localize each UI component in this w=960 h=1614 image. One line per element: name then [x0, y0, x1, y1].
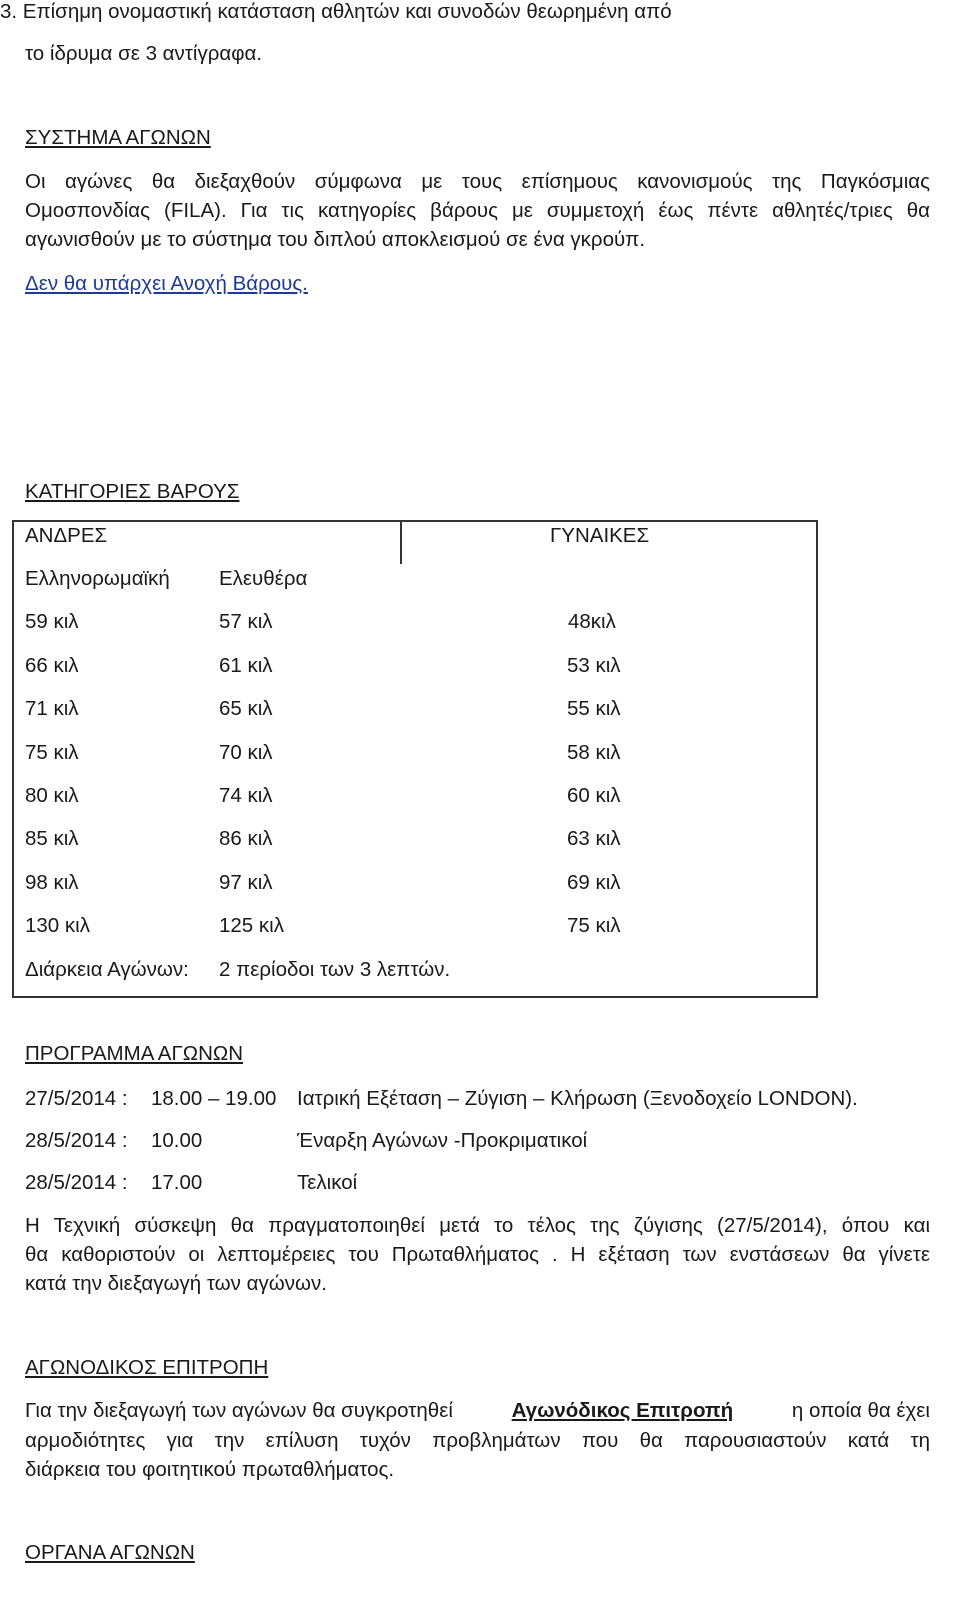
table-cell: 57 κιλ: [219, 610, 273, 633]
table-cell: 80 κιλ: [25, 784, 79, 807]
committee-line-3: διάρκεια του φοιτητικού πρωταθλήματος.: [25, 1458, 395, 1481]
table-cell: 85 κιλ: [25, 827, 79, 850]
program-time-1: 18.00 – 19.00: [151, 1087, 277, 1110]
table-cell: 66 κιλ: [25, 654, 79, 677]
program-heading: ΠΡΟΓΡΑΜΜΑ ΑΓΩΝΩΝ: [25, 1042, 244, 1065]
section3-line2: το ίδρυμα σε 3 αντίγραφα.: [25, 42, 263, 65]
program-time-3: 17.00: [151, 1171, 203, 1194]
table-cell: 60 κιλ: [567, 784, 621, 807]
program-desc-2: Έναρξη Αγώνων -Προκριματικοί: [297, 1129, 588, 1152]
committee-heading: ΑΓΩΝΟΔΙΚΟΣ ΕΠΙΤΡΟΠΗ: [25, 1356, 269, 1379]
greco-roman-label: Ελληνορωμαϊκή: [25, 567, 170, 590]
table-cell: 59 κιλ: [25, 610, 79, 633]
duration-label: Διάρκεια Αγώνων:: [25, 958, 189, 981]
system-line-3: αγωνισθούν με το σύστημα του διπλού αποκλεισμού σε ένα γκρούπ.: [25, 228, 646, 251]
table-cell: 65 κιλ: [219, 697, 273, 720]
table-cell: 75 κιλ: [25, 741, 79, 764]
table-cell: 53 κιλ: [567, 654, 621, 677]
weights-heading: ΚΑΤΗΓΟΡΙΕΣ ΒΑΡΟΥΣ: [25, 480, 240, 503]
system-line-1: Οι αγώνες θα διεξαχθούν σύμφωνα με τους επίσημους κανονισμούς της Παγκόσμιας: [25, 170, 930, 193]
duration-value: 2 περίοδοι των 3 λεπτών.: [219, 958, 451, 981]
table-cell: 70 κιλ: [219, 741, 273, 764]
table-cell: 74 κιλ: [219, 784, 273, 807]
committee-name: Αγωνόδικος Επιτροπή: [511, 1399, 734, 1422]
table-cell: 86 κιλ: [219, 827, 273, 850]
table-cell: 75 κιλ: [567, 914, 621, 937]
committee-text-post: η οποία θα έχει: [791, 1399, 930, 1422]
women-label: ΓΥΝΑΙΚΕΣ: [550, 524, 650, 547]
men-label: ΑΝΔΡΕΣ: [25, 524, 108, 547]
weights-table: [12, 520, 818, 998]
program-time-2: 10.00: [151, 1129, 203, 1152]
table-cell: 69 κιλ: [567, 871, 621, 894]
table-cell: 130 κιλ: [25, 914, 90, 937]
table-cell: 61 κιλ: [219, 654, 273, 677]
table-cell: 98 κιλ: [25, 871, 79, 894]
table-cell: 97 κιλ: [219, 871, 273, 894]
program-date-2: 28/5/2014 :: [25, 1129, 128, 1152]
program-desc-3: Τελικοί: [297, 1171, 358, 1194]
table-cell: 48κιλ: [568, 610, 616, 633]
table-cell: 125 κιλ: [219, 914, 284, 937]
program-desc-1: Ιατρική Εξέταση – Ζύγιση – Κλήρωση (Ξενοδοχείο LONDON).: [297, 1087, 858, 1110]
freestyle-label: Ελευθέρα: [219, 567, 308, 590]
meeting-line-2: θα καθοριστούν οι λεπτομέρειες του Πρωταθλήματος . Η εξέταση των ενστάσεων θα γίνετε: [25, 1243, 930, 1266]
weight-tolerance-note: Δεν θα υπάρχει Ανοχή Βάρους.: [25, 272, 308, 295]
system-heading: ΣΥΣΤΗΜΑ ΑΓΩΝΩΝ: [25, 126, 211, 149]
table-divider: [400, 520, 402, 564]
meeting-line-3: κατά την διεξαγωγή των αγώνων.: [25, 1272, 327, 1295]
meeting-line-1: Η Τεχνική σύσκεψη θα πραγματοποιηθεί μετά το τέλος της ζύγισης (27/5/2014), όπου και: [25, 1214, 930, 1237]
table-cell: 63 κιλ: [567, 827, 621, 850]
committee-line-1: [25, 1399, 930, 1423]
committee-line-2: αρμοδιότητες για την επίλυση τυχόν προβλημάτων που θα παρουσιαστούν κατά τη: [25, 1429, 930, 1452]
program-date-1: 27/5/2014 :: [25, 1087, 128, 1110]
committee-text-pre: Για την διεξαγωγή των αγώνων θα συγκροτηθεί: [25, 1399, 453, 1422]
system-line-2: Ομοσπονδίας (FILA). Για τις κατηγορίες βάρους με συμμετοχή έως πέντε αθλητές/τριες θα: [25, 199, 930, 222]
table-cell: 55 κιλ: [567, 697, 621, 720]
program-date-3: 28/5/2014 :: [25, 1171, 128, 1194]
table-cell: 71 κιλ: [25, 697, 79, 720]
section3-line1: 3. Επίσημη ονομαστική κατάσταση αθλητών και συνοδών θεωρημένη από: [0, 0, 672, 23]
organs-heading: ΟΡΓΑΝΑ ΑΓΩΝΩΝ: [25, 1541, 195, 1564]
table-cell: 58 κιλ: [567, 741, 621, 764]
